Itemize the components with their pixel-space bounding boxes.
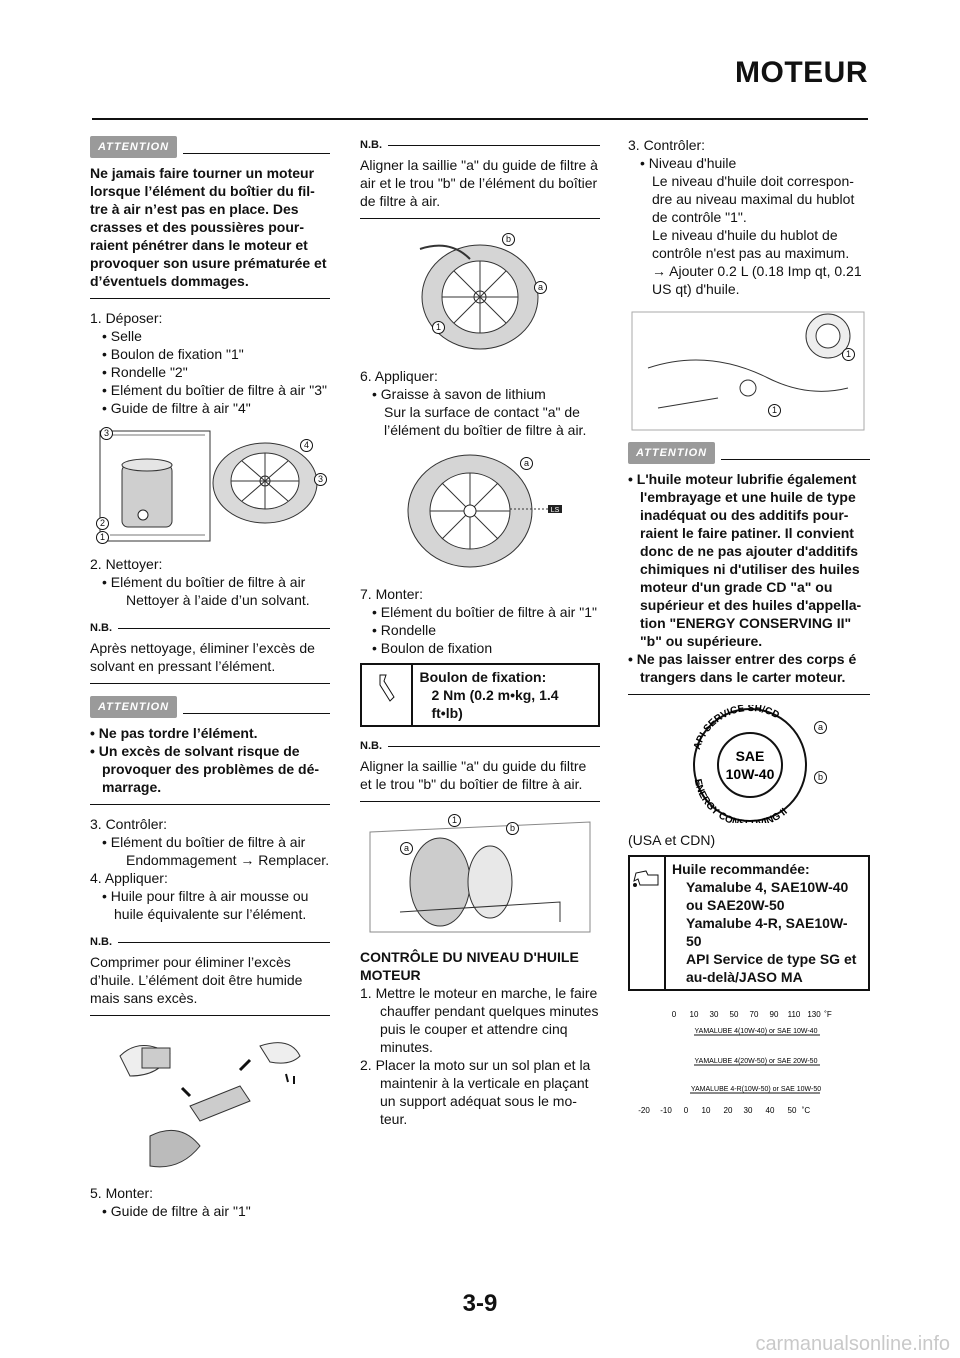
region-label: (USA et CDN) <box>628 832 716 848</box>
tick-label-f: ˚F <box>824 1010 832 1019</box>
nb-header: N.B. <box>360 136 600 154</box>
list-item: • Guide de filtre à air "1" <box>102 1203 251 1219</box>
badge-sae: SAE <box>735 748 765 764</box>
nb-text: Aligner la saillie "a" du guide de filtre à air et le trou "b" de l’élément du boîtier de filtre à air. <box>360 157 598 209</box>
sight-glass-illustration <box>628 308 868 434</box>
badge-bottom-text: ENERGY CON ING II <box>691 778 790 823</box>
oil-spec-line: API Service de type SG et au-delà/JASO MA <box>686 951 857 985</box>
tick-label-c: 40 <box>765 1106 775 1115</box>
sight-glass-figure: 1 1 <box>628 308 870 434</box>
tick-label-f: 70 <box>749 1010 759 1019</box>
tick-label-f: 50 <box>729 1010 739 1019</box>
attention-item: • Ne pas laisser entrer des corps é trangers dans le carter moteur. <box>628 651 857 685</box>
torque-spec-title: Boulon de fixation: <box>419 669 547 685</box>
temperature-range-label: YAMALUBE 4(10W-40) or SAE 10W-40 <box>694 1028 818 1035</box>
oil-spec-line: Yamalube 4-R, SAE10W-50 <box>686 915 848 949</box>
list-item: • Selle <box>102 328 142 344</box>
page-title: MOTEUR <box>735 56 868 89</box>
list-item: • Huile pour filtre à air mousse ou huile équivalente sur l’élément. <box>102 888 309 922</box>
column-middle <box>360 136 600 1128</box>
grease-illustration <box>360 447 600 577</box>
tick-label-c: 0 <box>683 1106 689 1115</box>
oil-spec-line: Yamalube 4, SAE10W-40 ou SAE20W-50 <box>686 879 849 913</box>
list-item: • Rondelle "2" <box>102 364 188 380</box>
tick-label-f: 0 <box>671 1010 677 1019</box>
tick-label-c: -20 <box>638 1106 650 1115</box>
attention-badge: ATTENTION <box>628 442 715 464</box>
air-filter-figure: 3 4 3 2 1 <box>90 425 330 547</box>
list-item: • Niveau d'huile <box>640 155 737 171</box>
nb-text: Aligner la saillie "a" du guide du filtre et le trou "b" du boîtier de filtre à air. <box>360 758 587 792</box>
list-item: • Boulon de fixation <box>372 640 493 656</box>
page-number: 3-9 <box>462 1290 498 1317</box>
step-1: 1. Déposer: <box>90 310 163 326</box>
badge-top-text: API SERVICE SH/CD <box>691 705 781 752</box>
tick-label-f: 10 <box>689 1010 699 1019</box>
attention-header <box>90 696 330 718</box>
oil-spec-box <box>628 855 870 991</box>
tick-label-c: 20 <box>723 1106 733 1115</box>
squeeze-figure <box>90 1026 330 1176</box>
step-7: 7. Monter: <box>360 586 424 602</box>
attention-header <box>90 136 330 158</box>
guide-alignment-illustration <box>360 229 600 359</box>
step-3-check: 3. Contrôler: <box>628 137 706 153</box>
column-right <box>628 136 870 1125</box>
nb-header: N.B. <box>360 737 600 755</box>
list-item: • Boulon de fixation "1" <box>102 346 244 362</box>
tick-label-c: 10 <box>701 1106 711 1115</box>
section-title: CONTRÔLE DU NIVEAU D'HUILE MOTEUR <box>360 949 579 983</box>
list-item: • Rondelle <box>372 622 437 638</box>
watermark: carmanualsonline.info <box>755 1333 950 1355</box>
list-item: • Elément du boîtier de filtre à air <box>102 834 306 850</box>
attention-header <box>628 442 870 464</box>
tick-label-f: 110 <box>787 1010 801 1019</box>
oil-step-2: 2. Placer la moto sur un sol plan et la maintenir à la verticale en plaçant un support adéquat sous le mo-teur. <box>360 1057 591 1127</box>
oil-step-1: 1. Mettre le moteur en marche, le faire chauffer pendant quelques minutes puis le couper et attendre cinq minutes. <box>360 985 599 1055</box>
list-item: • Elément du boîtier de filtre à air "1" <box>372 604 597 620</box>
oil-level-detail: Le niveau d'huile doit correspon-dre au niveau maximal du hublot de contrôle "1". <box>652 173 855 225</box>
attention-item: • L'huile moteur lubrifie également l'embrayage et une huile de type inadéquat ou des additifs pour-raient le faire patiner. Il convient donc de ne pas ajouter d'additifs chimiques ni d'utiliser des huiles moteur d'un grade CD "a" ou supérieur et des huiles d'appella-tion "ENERGY CONSERVING II" "b" ou supérieure. <box>628 471 862 649</box>
tick-label-f: 90 <box>769 1010 779 1019</box>
torque-spec-value: 2 Nm (0.2 m•kg, 1.4 ft•lb) <box>431 687 559 721</box>
list-item: • Elément du boîtier de filtre à air <box>102 574 306 590</box>
grease-figure: LS a <box>360 447 600 577</box>
oil-level-detail-2: Le niveau d'huile du hublot de contrôle n'est pas au maximum. <box>652 227 850 261</box>
filter-housing-figure: 1 b a <box>360 812 600 940</box>
wrench-icon <box>362 665 413 725</box>
attention-item: • Un excès de solvant risque de provoquer des problèmes de dé-marrage. <box>90 743 320 795</box>
attention-item: • Ne pas tordre l’élément. <box>90 725 258 741</box>
temperature-range-label: YAMALUBE 4(20W-50) or SAE 20W-50 <box>694 1058 818 1065</box>
step-6: 6. Appliquer: <box>360 368 438 384</box>
squeeze-illustration <box>90 1026 330 1176</box>
list-item: • Elément du boîtier de filtre à air "3" <box>102 382 327 398</box>
nb-header: N.B. <box>90 933 330 951</box>
attention-badge: ATTENTION <box>90 136 177 158</box>
list-item: • Graisse à savon de lithium <box>372 386 546 402</box>
oil-can-icon <box>630 857 666 989</box>
api-badge-figure: API SERVICE SH/CD ENERGY CON ING II SAE 10W-40 a b <box>628 705 870 823</box>
svg-text:LS: LS <box>550 507 560 514</box>
list-item: • Guide de filtre à air "4" <box>102 400 251 416</box>
step-3-detail: Endommagement → Remplacer. <box>126 852 330 868</box>
step-3: 3. Contrôler: <box>90 816 168 832</box>
column-left <box>90 136 330 1220</box>
step-2: 2. Nettoyer: <box>90 556 163 572</box>
air-filter-illustration <box>90 425 330 547</box>
tick-label-f: 130 <box>807 1010 821 1019</box>
temperature-chart-svg <box>628 1007 868 1117</box>
step-4: 4. Appliquer: <box>90 870 168 886</box>
step-5: 5. Monter: <box>90 1185 154 1201</box>
filter-housing-illustration <box>360 812 600 940</box>
guide-alignment-figure: b a 1 <box>360 229 600 359</box>
tick-label-c: 50 <box>787 1106 797 1115</box>
temperature-range-label: YAMALUBE 4-R(10W-50) or SAE 10W-50 <box>690 1086 822 1093</box>
tick-label-c: 30 <box>743 1106 753 1115</box>
oil-spec-title: Huile recommandée: <box>672 861 810 877</box>
nb-header: N.B. <box>90 619 330 637</box>
header-rule <box>92 118 868 120</box>
step-2-detail: Nettoyer à l’aide d’un solvant. <box>126 592 310 608</box>
api-badge-illustration <box>628 705 868 823</box>
torque-spec-box <box>360 663 600 727</box>
step-6-detail: Sur la surface de contact "a" de l’élément du boîtier de filtre à air. <box>384 404 587 438</box>
badge-grade: 10W-40 <box>725 766 775 782</box>
tick-label-f: 30 <box>709 1010 719 1019</box>
temperature-chart <box>628 1007 870 1117</box>
nb-text: Après nettoyage, éliminer l’excès de solvant en pressant l’élément. <box>90 640 315 674</box>
tick-label-c: -10 <box>660 1106 672 1115</box>
attention-text: Ne jamais faire tourner un moteur lorsque l’élément du boîtier du fil-tre à air n’est pas en place. Des crasses et des poussières pour-raient pénétrer dans le moteur et provoquer son usure prématurée et d’éventuels dommages. <box>90 165 327 289</box>
oil-level-detail-3: → Ajouter 0.2 L (0.18 Imp qt, 0.21 US qt) d'huile. <box>652 263 862 297</box>
tick-label-c: ˚C <box>801 1106 811 1115</box>
attention-badge: ATTENTION <box>90 696 177 718</box>
nb-text: Comprimer pour éliminer l’excès d’huile. L’élément doit être humide mais sans excès. <box>90 954 303 1006</box>
